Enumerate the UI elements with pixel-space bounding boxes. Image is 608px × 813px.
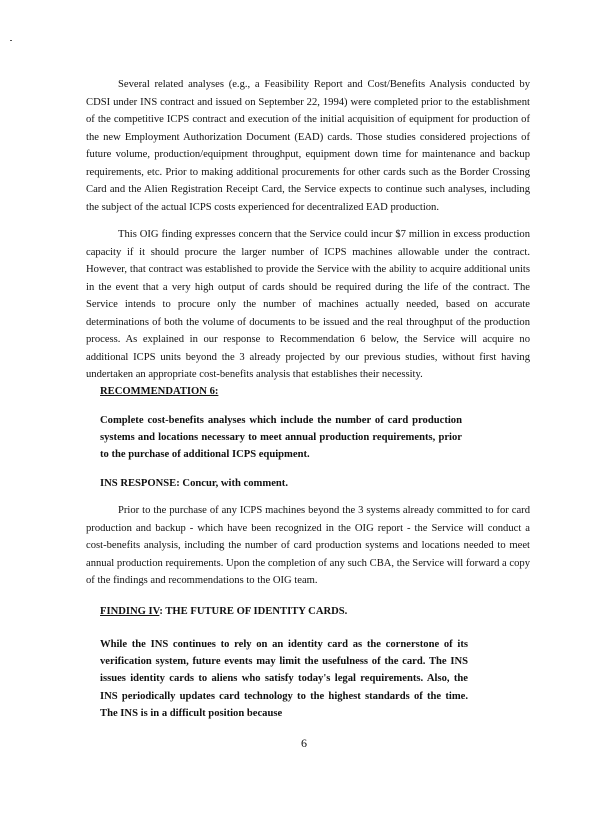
finding-text: While the INS continues to rely on an identity card as the cornerstone of its verification system, future events may limit the usefulness of the card. The INS issues identity cards to aliens who satisfy today's legal requirements. Also, the INS periodically updates card technology to the highest standards of the time. The INS is in a difficult position because	[100, 639, 468, 719]
recommendation-text: Complete cost-benefits analyses which include the number of card production systems and locations necessary to meet annual production requirements, prior to the purchase of additional ICPS equipment.	[100, 415, 462, 460]
paragraph-analyses: Several related analyses (e.g., a Feasibility Report and Cost/Benefits Analysis conducted by CDSI under INS contract and issued on September 22, 1994) were completed prior to the establishment of the competitive ICPS contract and execution of the initial acquisition of equipment for production of the new Employment Authorization Document (EAD) cards. Those studies considered projections of future volume, production/equipment throughput, equipment down time for maintenance and backup requirements, etc. Prior to making additional procurements for other cards such as the Border Crossing Card and the Alien Registration Receipt Card, the Service expects to continue such analyses, including the subject of the actual ICPS costs experienced for decentralized EAD production.	[86, 79, 530, 213]
finding-heading-label: FINDING IV	[100, 606, 160, 617]
response-text: Prior to the purchase of any ICPS machines beyond the 3 systems already committed to for card production and backup - which have been recognized in the OIG report - the Service will conduct a cost-benefits analysis, including the number of card production systems and locations needed to meet annual production requirements. Upon the completion of any such CBA, the Service will forward a copy of the findings and recommendations to the OIG team.	[86, 505, 530, 586]
scan-speck	[10, 40, 12, 41]
response-heading-value: Concur, with comment.	[179, 478, 288, 489]
recommendation-heading	[100, 386, 218, 397]
response-heading	[100, 478, 288, 489]
paragraph-oig-finding: This OIG finding expresses concern that the Service could incur $7 million in excess production capacity if it should procure the larger number of ICPS machines allowable under the contract. However, that contract was established to provide the Service with the ability to acquire additional units in the event that a very high output of cards should be required during the life of the contract. The Service intends to procure only the number of machines actually needed, based on accurate determinations of both the volume of documents to be issued and the real throughput of the production process. As explained in our response to Recommendation 6 below, the Service will acquire no additional ICPS units beyond the 3 already projected by our previous studies, without first having undertaken an appropriate cost-benefits analysis that establishes their necessity.	[86, 229, 530, 380]
response-heading-label: INS RESPONSE:	[100, 478, 180, 489]
finding-heading	[100, 606, 347, 617]
finding-heading-value: : THE FUTURE OF IDENTITY CARDS.	[159, 606, 348, 617]
page-number: 6	[301, 736, 307, 750]
recommendation-heading-text: RECOMMENDATION 6:	[100, 386, 219, 397]
